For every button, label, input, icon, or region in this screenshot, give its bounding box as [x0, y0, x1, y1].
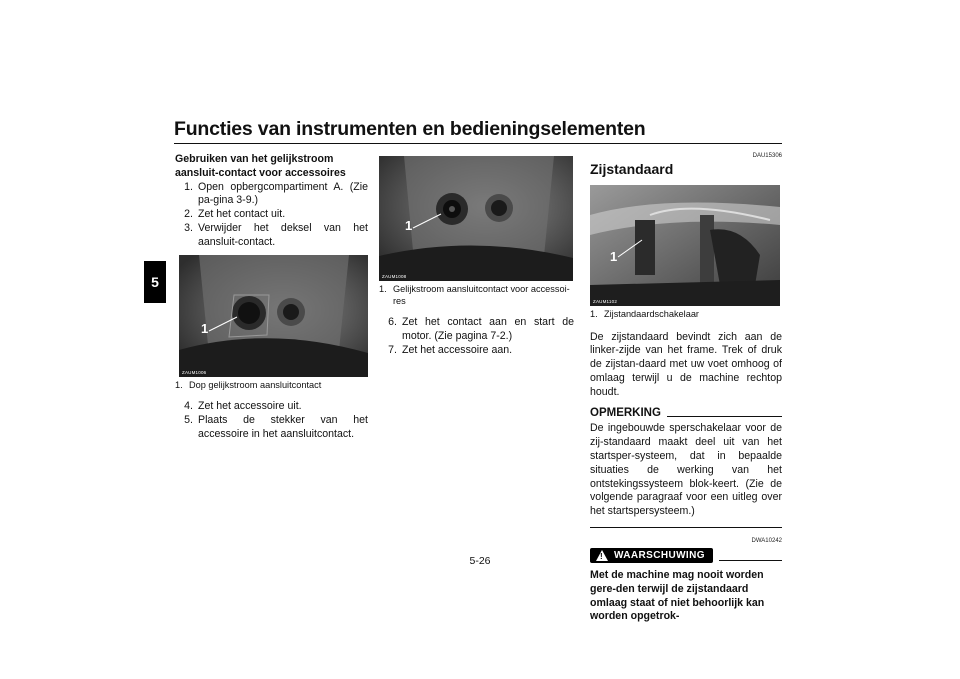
section-heading-zijstandaard: Zijstandaard [590, 161, 674, 177]
page-header-title: Functies van instrumenten en bedieningselementen [174, 118, 646, 140]
step-item: 3. Verwijder het deksel van het aansluit-contact. [184, 221, 368, 248]
section-heading: Gebruiken van het gelijkstroom aansluit-contact voor accessoires [175, 153, 346, 179]
note-rule [667, 416, 782, 417]
step-item: 2. Zet het contact uit. [184, 208, 286, 221]
figure-callout: 1 [405, 218, 413, 233]
figure-dc-socket-cap [179, 255, 368, 377]
step-item: 7. Zet het accessoire aan. [388, 343, 513, 356]
figure-code: ZAUM1006 [182, 369, 207, 375]
note-paragraph: De ingebouwde sperschakelaar voor de zij-standaard maakt deel uit van het startsper-systeem, dat in bepaalde situaties de werking van het ontstekingssysteem blok-keert. (Zie de volgende paragraaf voor een uitleg over het startspersysteem.) [590, 422, 782, 518]
figure-code: ZAUM1102 [593, 299, 618, 304]
figure-dc-socket [379, 156, 573, 281]
figure-callout: 1 [201, 320, 209, 336]
warning-label: WAARSCHUWING [614, 550, 705, 562]
step-item: 6. Zet het contact aan en start de motor. (Zie pagina 7-2.) [388, 316, 574, 342]
warning-paragraph: Met de machine mag nooit worden gere-den terwijl de zijstandaard omlaag staat of niet behoorlijk kan worden opgetrok- [590, 569, 765, 623]
note-label: OPMERKING [590, 407, 661, 420]
body-paragraph: De zijstandaard bevindt zich aan de linker-zijde van het frame. Trek of druk de zijstan-daard met uw voet omhoog of omlaag terwijl u de machine rechtop houdt. [590, 330, 782, 398]
figure-caption: 1. Dop gelijkstroom aansluitcontact [175, 379, 322, 390]
figure-callout: 1 [610, 249, 618, 264]
photo-illustration [179, 255, 368, 377]
step-item: 5. Plaats de stekker van het accessoire in het aansluitcontact. [184, 413, 368, 440]
reference-code: DWA10242 [751, 538, 782, 545]
reference-code: DAU15306 [752, 153, 782, 159]
step-item: 4. Zet het accessoire uit. [184, 400, 302, 413]
warning-triangle-icon: ! [596, 550, 608, 561]
photo-illustration [590, 185, 780, 306]
step-list [175, 400, 368, 441]
figure-code: ZAUM1008 [382, 274, 407, 279]
figure-caption: 1. Gelijkstroom aansluitcontact voor accessoi-res [379, 284, 570, 306]
page-number: 5-26 [469, 555, 491, 567]
column-1 [175, 153, 368, 441]
figure-caption: 1. Zijstandaardschakelaar [590, 309, 699, 319]
column-3 [590, 153, 782, 624]
chapter-tab: 5 [144, 261, 166, 303]
step-list [175, 181, 368, 250]
note-end-rule [590, 527, 782, 528]
step-item: 1. Open opbergcompartiment A. (Zie pa-gina 3-9.) [184, 180, 368, 207]
note-heading [590, 407, 782, 419]
column-2 [379, 153, 574, 357]
step-list [379, 316, 574, 357]
header-rule [174, 143, 782, 144]
figure-side-stand-switch [590, 185, 780, 306]
